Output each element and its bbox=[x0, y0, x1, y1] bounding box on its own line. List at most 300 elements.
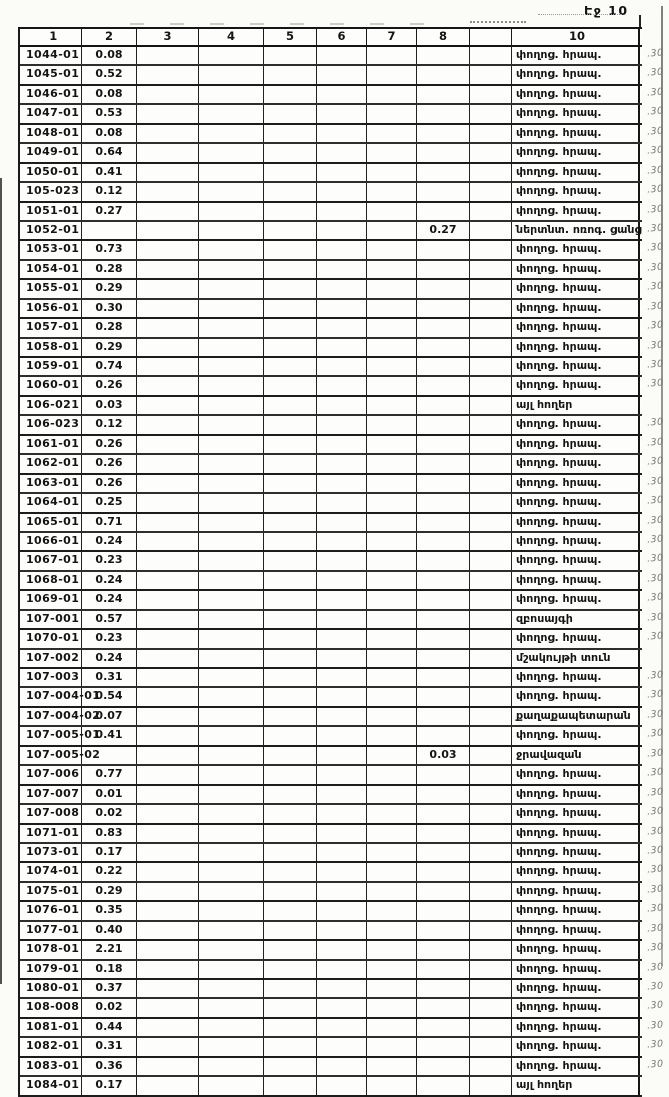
empty-cell bbox=[317, 902, 367, 919]
empty-cell bbox=[199, 922, 264, 939]
empty-cell bbox=[199, 164, 264, 181]
empty-cell bbox=[470, 552, 512, 569]
empty-cell bbox=[137, 358, 199, 375]
empty-cell bbox=[317, 572, 367, 589]
empty-cell bbox=[317, 611, 367, 628]
empty-cell bbox=[264, 727, 317, 744]
parcel-id-cell: 1069-01 bbox=[20, 591, 82, 608]
secondary-area-cell bbox=[417, 164, 470, 181]
empty-cell bbox=[137, 241, 199, 258]
empty-cell bbox=[367, 144, 417, 161]
empty-cell bbox=[199, 727, 264, 744]
empty-cell bbox=[317, 591, 367, 608]
empty-cell bbox=[137, 552, 199, 569]
empty-cell bbox=[199, 1019, 264, 1036]
table-row bbox=[20, 747, 664, 766]
column-header-6: 6 bbox=[317, 29, 367, 45]
parcel-id-cell: 1071-01 bbox=[20, 825, 82, 842]
parcel-id-cell: 1075-01 bbox=[20, 883, 82, 900]
empty-cell bbox=[317, 494, 367, 511]
secondary-area-cell bbox=[417, 397, 470, 414]
empty-cell bbox=[470, 203, 512, 220]
table-row bbox=[20, 611, 664, 630]
empty-cell bbox=[470, 883, 512, 900]
area-value-cell: 0.24 bbox=[82, 591, 137, 608]
parcel-id-cell: 1076-01 bbox=[20, 902, 82, 919]
table-row bbox=[20, 105, 664, 124]
area-value-cell: 0.37 bbox=[82, 980, 137, 997]
margin-annotation: .30 bbox=[646, 377, 664, 391]
land-use-cell: փողոց. հրապ. bbox=[512, 999, 640, 1016]
empty-cell bbox=[199, 844, 264, 861]
empty-cell bbox=[470, 397, 512, 414]
column-header-3: 3 bbox=[137, 29, 199, 45]
empty-cell bbox=[367, 961, 417, 978]
empty-cell bbox=[199, 144, 264, 161]
empty-cell bbox=[199, 300, 264, 317]
empty-cell bbox=[264, 805, 317, 822]
empty-cell bbox=[470, 863, 512, 880]
empty-cell bbox=[264, 688, 317, 705]
parcel-id-cell: 1080-01 bbox=[20, 980, 82, 997]
empty-cell bbox=[367, 786, 417, 803]
table-row bbox=[20, 941, 664, 960]
empty-cell bbox=[137, 66, 199, 83]
parcel-id-cell: 1058-01 bbox=[20, 339, 82, 356]
empty-cell bbox=[137, 319, 199, 336]
area-value-cell bbox=[82, 222, 137, 239]
secondary-area-cell bbox=[417, 494, 470, 511]
area-value-cell: 0.25 bbox=[82, 494, 137, 511]
empty-cell bbox=[317, 222, 367, 239]
table-row bbox=[20, 475, 664, 494]
area-value-cell: 0.28 bbox=[82, 261, 137, 278]
land-use-cell: փողոց. հրապ. bbox=[512, 786, 640, 803]
empty-cell bbox=[264, 280, 317, 297]
area-value-cell: 0.26 bbox=[82, 436, 137, 453]
table-row bbox=[20, 358, 664, 377]
land-use-cell: փողոց. հրապ. bbox=[512, 300, 640, 317]
empty-cell bbox=[317, 436, 367, 453]
empty-cell bbox=[137, 86, 199, 103]
empty-cell bbox=[317, 844, 367, 861]
table-row bbox=[20, 844, 664, 863]
empty-cell bbox=[470, 961, 512, 978]
empty-cell bbox=[470, 436, 512, 453]
empty-cell bbox=[470, 572, 512, 589]
empty-cell bbox=[317, 261, 367, 278]
empty-cell bbox=[367, 514, 417, 531]
empty-cell bbox=[367, 1058, 417, 1075]
empty-cell bbox=[264, 105, 317, 122]
margin-annotation: .30 bbox=[646, 47, 664, 60]
secondary-area-cell bbox=[417, 436, 470, 453]
empty-cell bbox=[137, 164, 199, 181]
margin-annotation: .30 bbox=[646, 475, 664, 488]
secondary-area-cell bbox=[417, 999, 470, 1016]
area-value-cell: 0.01 bbox=[82, 786, 137, 803]
margin-annotation: .30 bbox=[646, 222, 664, 235]
empty-cell bbox=[137, 941, 199, 958]
land-use-cell: այլ հողեր bbox=[512, 397, 640, 414]
land-use-cell: փողոց. հրապ. bbox=[512, 961, 640, 978]
empty-cell bbox=[367, 1077, 417, 1094]
land-use-cell: փողոց. հրապ. bbox=[512, 377, 640, 394]
table-row bbox=[20, 280, 664, 299]
column-header-4: 4 bbox=[199, 29, 264, 45]
empty-cell bbox=[470, 455, 512, 472]
empty-cell bbox=[367, 183, 417, 200]
empty-cell bbox=[137, 416, 199, 433]
empty-cell bbox=[470, 766, 512, 783]
land-use-cell: փողոց. հրապ. bbox=[512, 203, 640, 220]
empty-cell bbox=[264, 844, 317, 861]
empty-cell bbox=[199, 572, 264, 589]
empty-cell bbox=[199, 533, 264, 550]
table-body bbox=[20, 47, 664, 1097]
empty-cell bbox=[317, 727, 367, 744]
empty-cell bbox=[367, 688, 417, 705]
empty-cell bbox=[367, 436, 417, 453]
land-use-cell: ջրավազան bbox=[512, 747, 640, 764]
table-row bbox=[20, 1019, 664, 1038]
secondary-area-cell bbox=[417, 475, 470, 492]
area-value-cell: 0.53 bbox=[82, 105, 137, 122]
secondary-area-cell bbox=[417, 144, 470, 161]
secondary-area-cell bbox=[417, 922, 470, 939]
empty-cell bbox=[264, 164, 317, 181]
table-row bbox=[20, 1058, 664, 1077]
scan-artifact bbox=[470, 21, 526, 23]
secondary-area-cell bbox=[417, 766, 470, 783]
empty-cell bbox=[264, 144, 317, 161]
margin-annotation: .30 bbox=[646, 144, 664, 157]
empty-cell bbox=[264, 494, 317, 511]
empty-cell bbox=[137, 125, 199, 142]
empty-cell bbox=[367, 883, 417, 900]
land-use-cell: փողոց. հրապ. bbox=[512, 66, 640, 83]
secondary-area-cell bbox=[417, 280, 470, 297]
empty-cell bbox=[317, 980, 367, 997]
empty-cell bbox=[317, 86, 367, 103]
empty-cell bbox=[199, 436, 264, 453]
empty-cell bbox=[470, 941, 512, 958]
empty-cell bbox=[367, 222, 417, 239]
area-value-cell: 0.12 bbox=[82, 416, 137, 433]
empty-cell bbox=[470, 825, 512, 842]
empty-cell bbox=[317, 747, 367, 764]
empty-cell bbox=[264, 436, 317, 453]
empty-cell bbox=[317, 358, 367, 375]
empty-cell bbox=[367, 825, 417, 842]
margin-annotation: .30 bbox=[646, 572, 664, 585]
parcel-id-cell: 1079-01 bbox=[20, 961, 82, 978]
parcel-id-cell: 107-004-01 bbox=[20, 688, 82, 705]
empty-cell bbox=[367, 922, 417, 939]
table-row bbox=[20, 902, 664, 921]
empty-cell bbox=[137, 533, 199, 550]
parcel-id-cell: 1073-01 bbox=[20, 844, 82, 861]
margin-annotation: .30 bbox=[646, 611, 664, 624]
empty-cell bbox=[367, 902, 417, 919]
column-header-1: 1 bbox=[20, 29, 82, 45]
secondary-area-cell bbox=[417, 300, 470, 317]
land-use-cell: փողոց. հրապ. bbox=[512, 727, 640, 744]
empty-cell bbox=[199, 999, 264, 1016]
parcel-id-cell: 1063-01 bbox=[20, 475, 82, 492]
scan-artifact-left-edge-line bbox=[0, 178, 2, 984]
empty-cell bbox=[367, 1038, 417, 1055]
empty-cell bbox=[264, 766, 317, 783]
empty-cell bbox=[367, 941, 417, 958]
land-use-cell: փողոց. հրապ. bbox=[512, 688, 640, 705]
empty-cell bbox=[264, 300, 317, 317]
table-row bbox=[20, 727, 664, 746]
empty-cell bbox=[199, 47, 264, 64]
area-value-cell: 0.30 bbox=[82, 300, 137, 317]
empty-cell bbox=[264, 455, 317, 472]
land-use-cell: փողոց. հրապ. bbox=[512, 805, 640, 822]
empty-cell bbox=[199, 416, 264, 433]
secondary-area-cell bbox=[417, 47, 470, 64]
parcel-id-cell: 1077-01 bbox=[20, 922, 82, 939]
empty-cell bbox=[470, 241, 512, 258]
margin-annotation: .30 bbox=[646, 513, 664, 527]
margin-annotation: .30 bbox=[646, 922, 664, 935]
table-row bbox=[20, 708, 664, 727]
empty-cell bbox=[317, 455, 367, 472]
empty-cell bbox=[264, 416, 317, 433]
land-use-cell: փողոց. հրապ. bbox=[512, 1058, 640, 1075]
parcel-id-cell: 108-008 bbox=[20, 999, 82, 1016]
area-value-cell: 0.36 bbox=[82, 1058, 137, 1075]
table-row bbox=[20, 144, 664, 163]
table-row bbox=[20, 999, 664, 1018]
empty-cell bbox=[470, 164, 512, 181]
empty-cell bbox=[199, 475, 264, 492]
empty-cell bbox=[367, 164, 417, 181]
secondary-area-cell bbox=[417, 66, 470, 83]
area-value-cell: 0.29 bbox=[82, 339, 137, 356]
empty-cell bbox=[317, 183, 367, 200]
empty-cell bbox=[317, 105, 367, 122]
empty-cell bbox=[264, 475, 317, 492]
column-header-9 bbox=[470, 29, 512, 45]
parcel-id-cell: 1047-01 bbox=[20, 105, 82, 122]
table-row bbox=[20, 591, 664, 610]
area-value-cell: 0.03 bbox=[82, 397, 137, 414]
empty-cell bbox=[264, 669, 317, 686]
area-value-cell: 0.27 bbox=[82, 203, 137, 220]
empty-cell bbox=[264, 747, 317, 764]
land-use-cell: փողոց. հրապ. bbox=[512, 183, 640, 200]
secondary-area-cell: 0.03 bbox=[417, 747, 470, 764]
empty-cell bbox=[367, 1019, 417, 1036]
empty-cell bbox=[367, 66, 417, 83]
empty-cell bbox=[137, 494, 199, 511]
empty-cell bbox=[137, 611, 199, 628]
table-row bbox=[20, 397, 642, 416]
empty-cell bbox=[137, 475, 199, 492]
land-use-cell: փողոց. հրապ. bbox=[512, 514, 640, 531]
secondary-area-cell bbox=[417, 805, 470, 822]
empty-cell bbox=[137, 805, 199, 822]
secondary-area-cell bbox=[417, 591, 470, 608]
empty-cell bbox=[199, 611, 264, 628]
empty-cell bbox=[317, 125, 367, 142]
empty-cell bbox=[367, 300, 417, 317]
empty-cell bbox=[470, 280, 512, 297]
land-use-cell: փողոց. հրապ. bbox=[512, 533, 640, 550]
land-use-cell: զբոսայգի bbox=[512, 611, 640, 628]
table-row bbox=[20, 261, 664, 280]
empty-cell bbox=[317, 416, 367, 433]
margin-annotation: .30 bbox=[646, 1019, 664, 1032]
empty-cell bbox=[199, 766, 264, 783]
empty-cell bbox=[367, 416, 417, 433]
empty-cell bbox=[199, 66, 264, 83]
empty-cell bbox=[367, 611, 417, 628]
empty-cell bbox=[317, 1077, 367, 1094]
empty-cell bbox=[317, 708, 367, 725]
empty-cell bbox=[264, 397, 317, 414]
empty-cell bbox=[317, 961, 367, 978]
land-use-cell: փողոց. հրապ. bbox=[512, 47, 640, 64]
empty-cell bbox=[137, 591, 199, 608]
empty-cell bbox=[264, 533, 317, 550]
parcel-id-cell: 1061-01 bbox=[20, 436, 82, 453]
table-row bbox=[20, 863, 664, 882]
empty-cell bbox=[470, 66, 512, 83]
empty-cell bbox=[264, 572, 317, 589]
empty-cell bbox=[199, 397, 264, 414]
margin-annotation: .30 bbox=[646, 164, 664, 177]
area-value-cell: 0.24 bbox=[82, 650, 137, 667]
empty-cell bbox=[367, 319, 417, 336]
table-row bbox=[20, 66, 664, 85]
secondary-area-cell bbox=[417, 377, 470, 394]
empty-cell bbox=[199, 358, 264, 375]
empty-cell bbox=[367, 358, 417, 375]
table-row bbox=[20, 436, 664, 455]
empty-cell bbox=[470, 105, 512, 122]
margin-annotation: .30 bbox=[646, 280, 664, 293]
empty-cell bbox=[317, 999, 367, 1016]
empty-cell bbox=[317, 1058, 367, 1075]
empty-cell bbox=[264, 980, 317, 997]
margin-annotation: .30 bbox=[646, 183, 664, 196]
land-use-cell: փողոց. հրապ. bbox=[512, 358, 640, 375]
table-row bbox=[20, 202, 664, 222]
land-use-cell: փողոց. հրապ. bbox=[512, 261, 640, 278]
margin-annotation: .30 bbox=[646, 494, 664, 507]
secondary-area-cell bbox=[417, 183, 470, 200]
empty-cell bbox=[264, 611, 317, 628]
land-use-cell: փողոց. հրապ. bbox=[512, 941, 640, 958]
table-row bbox=[20, 960, 664, 980]
secondary-area-cell bbox=[417, 980, 470, 997]
empty-cell bbox=[264, 941, 317, 958]
empty-cell bbox=[470, 611, 512, 628]
margin-annotation: .30 bbox=[646, 630, 664, 643]
empty-cell bbox=[317, 533, 367, 550]
secondary-area-cell bbox=[417, 669, 470, 686]
empty-cell bbox=[137, 183, 199, 200]
empty-cell bbox=[264, 902, 317, 919]
empty-cell bbox=[137, 397, 199, 414]
empty-cell bbox=[470, 1038, 512, 1055]
margin-annotation: .30 bbox=[646, 883, 664, 896]
empty-cell bbox=[264, 86, 317, 103]
table-row bbox=[20, 222, 664, 241]
empty-cell bbox=[317, 514, 367, 531]
empty-cell bbox=[137, 144, 199, 161]
area-value-cell: 0.57 bbox=[82, 611, 137, 628]
empty-cell bbox=[317, 300, 367, 317]
margin-annotation: .30 bbox=[646, 824, 664, 838]
area-value-cell: 0.02 bbox=[82, 999, 137, 1016]
empty-cell bbox=[470, 319, 512, 336]
empty-cell bbox=[317, 863, 367, 880]
empty-cell bbox=[367, 572, 417, 589]
area-value-cell: 0.17 bbox=[82, 844, 137, 861]
empty-cell bbox=[137, 630, 199, 647]
secondary-area-cell bbox=[417, 319, 470, 336]
secondary-area-cell bbox=[417, 572, 470, 589]
area-value-cell: 0.52 bbox=[82, 66, 137, 83]
empty-cell bbox=[367, 708, 417, 725]
empty-cell bbox=[367, 863, 417, 880]
empty-cell bbox=[470, 514, 512, 531]
area-value-cell: 2.21 bbox=[82, 941, 137, 958]
margin-annotation: .30 bbox=[646, 1058, 664, 1071]
empty-cell bbox=[264, 183, 317, 200]
empty-cell bbox=[367, 747, 417, 764]
parcel-id-cell: 1044-01 bbox=[20, 47, 82, 64]
parcel-id-cell: 1083-01 bbox=[20, 1058, 82, 1075]
empty-cell bbox=[470, 377, 512, 394]
empty-cell bbox=[470, 494, 512, 511]
margin-annotation: .30 bbox=[646, 766, 664, 779]
empty-cell bbox=[317, 805, 367, 822]
empty-cell bbox=[137, 203, 199, 220]
empty-cell bbox=[470, 475, 512, 492]
empty-cell bbox=[367, 727, 417, 744]
parcel-id-cell: 1051-01 bbox=[20, 203, 82, 220]
margin-annotation: .30 bbox=[646, 66, 664, 80]
empty-cell bbox=[199, 980, 264, 997]
empty-cell bbox=[137, 222, 199, 239]
empty-cell bbox=[367, 805, 417, 822]
margin-annotation: .30 bbox=[646, 747, 664, 760]
area-value-cell: 0.31 bbox=[82, 669, 137, 686]
table-row bbox=[20, 533, 664, 552]
empty-cell bbox=[317, 630, 367, 647]
area-value-cell: 0.26 bbox=[82, 377, 137, 394]
land-use-cell: փողոց. հրապ. bbox=[512, 766, 640, 783]
empty-cell bbox=[199, 280, 264, 297]
empty-cell bbox=[199, 902, 264, 919]
empty-cell bbox=[264, 514, 317, 531]
empty-cell bbox=[470, 630, 512, 647]
margin-annotation: .30 bbox=[646, 358, 664, 371]
margin-annotation: .30 bbox=[646, 455, 664, 468]
empty-cell bbox=[137, 708, 199, 725]
empty-cell bbox=[264, 999, 317, 1016]
empty-cell bbox=[367, 125, 417, 142]
secondary-area-cell bbox=[417, 455, 470, 472]
margin-annotation: .30 bbox=[646, 319, 664, 332]
